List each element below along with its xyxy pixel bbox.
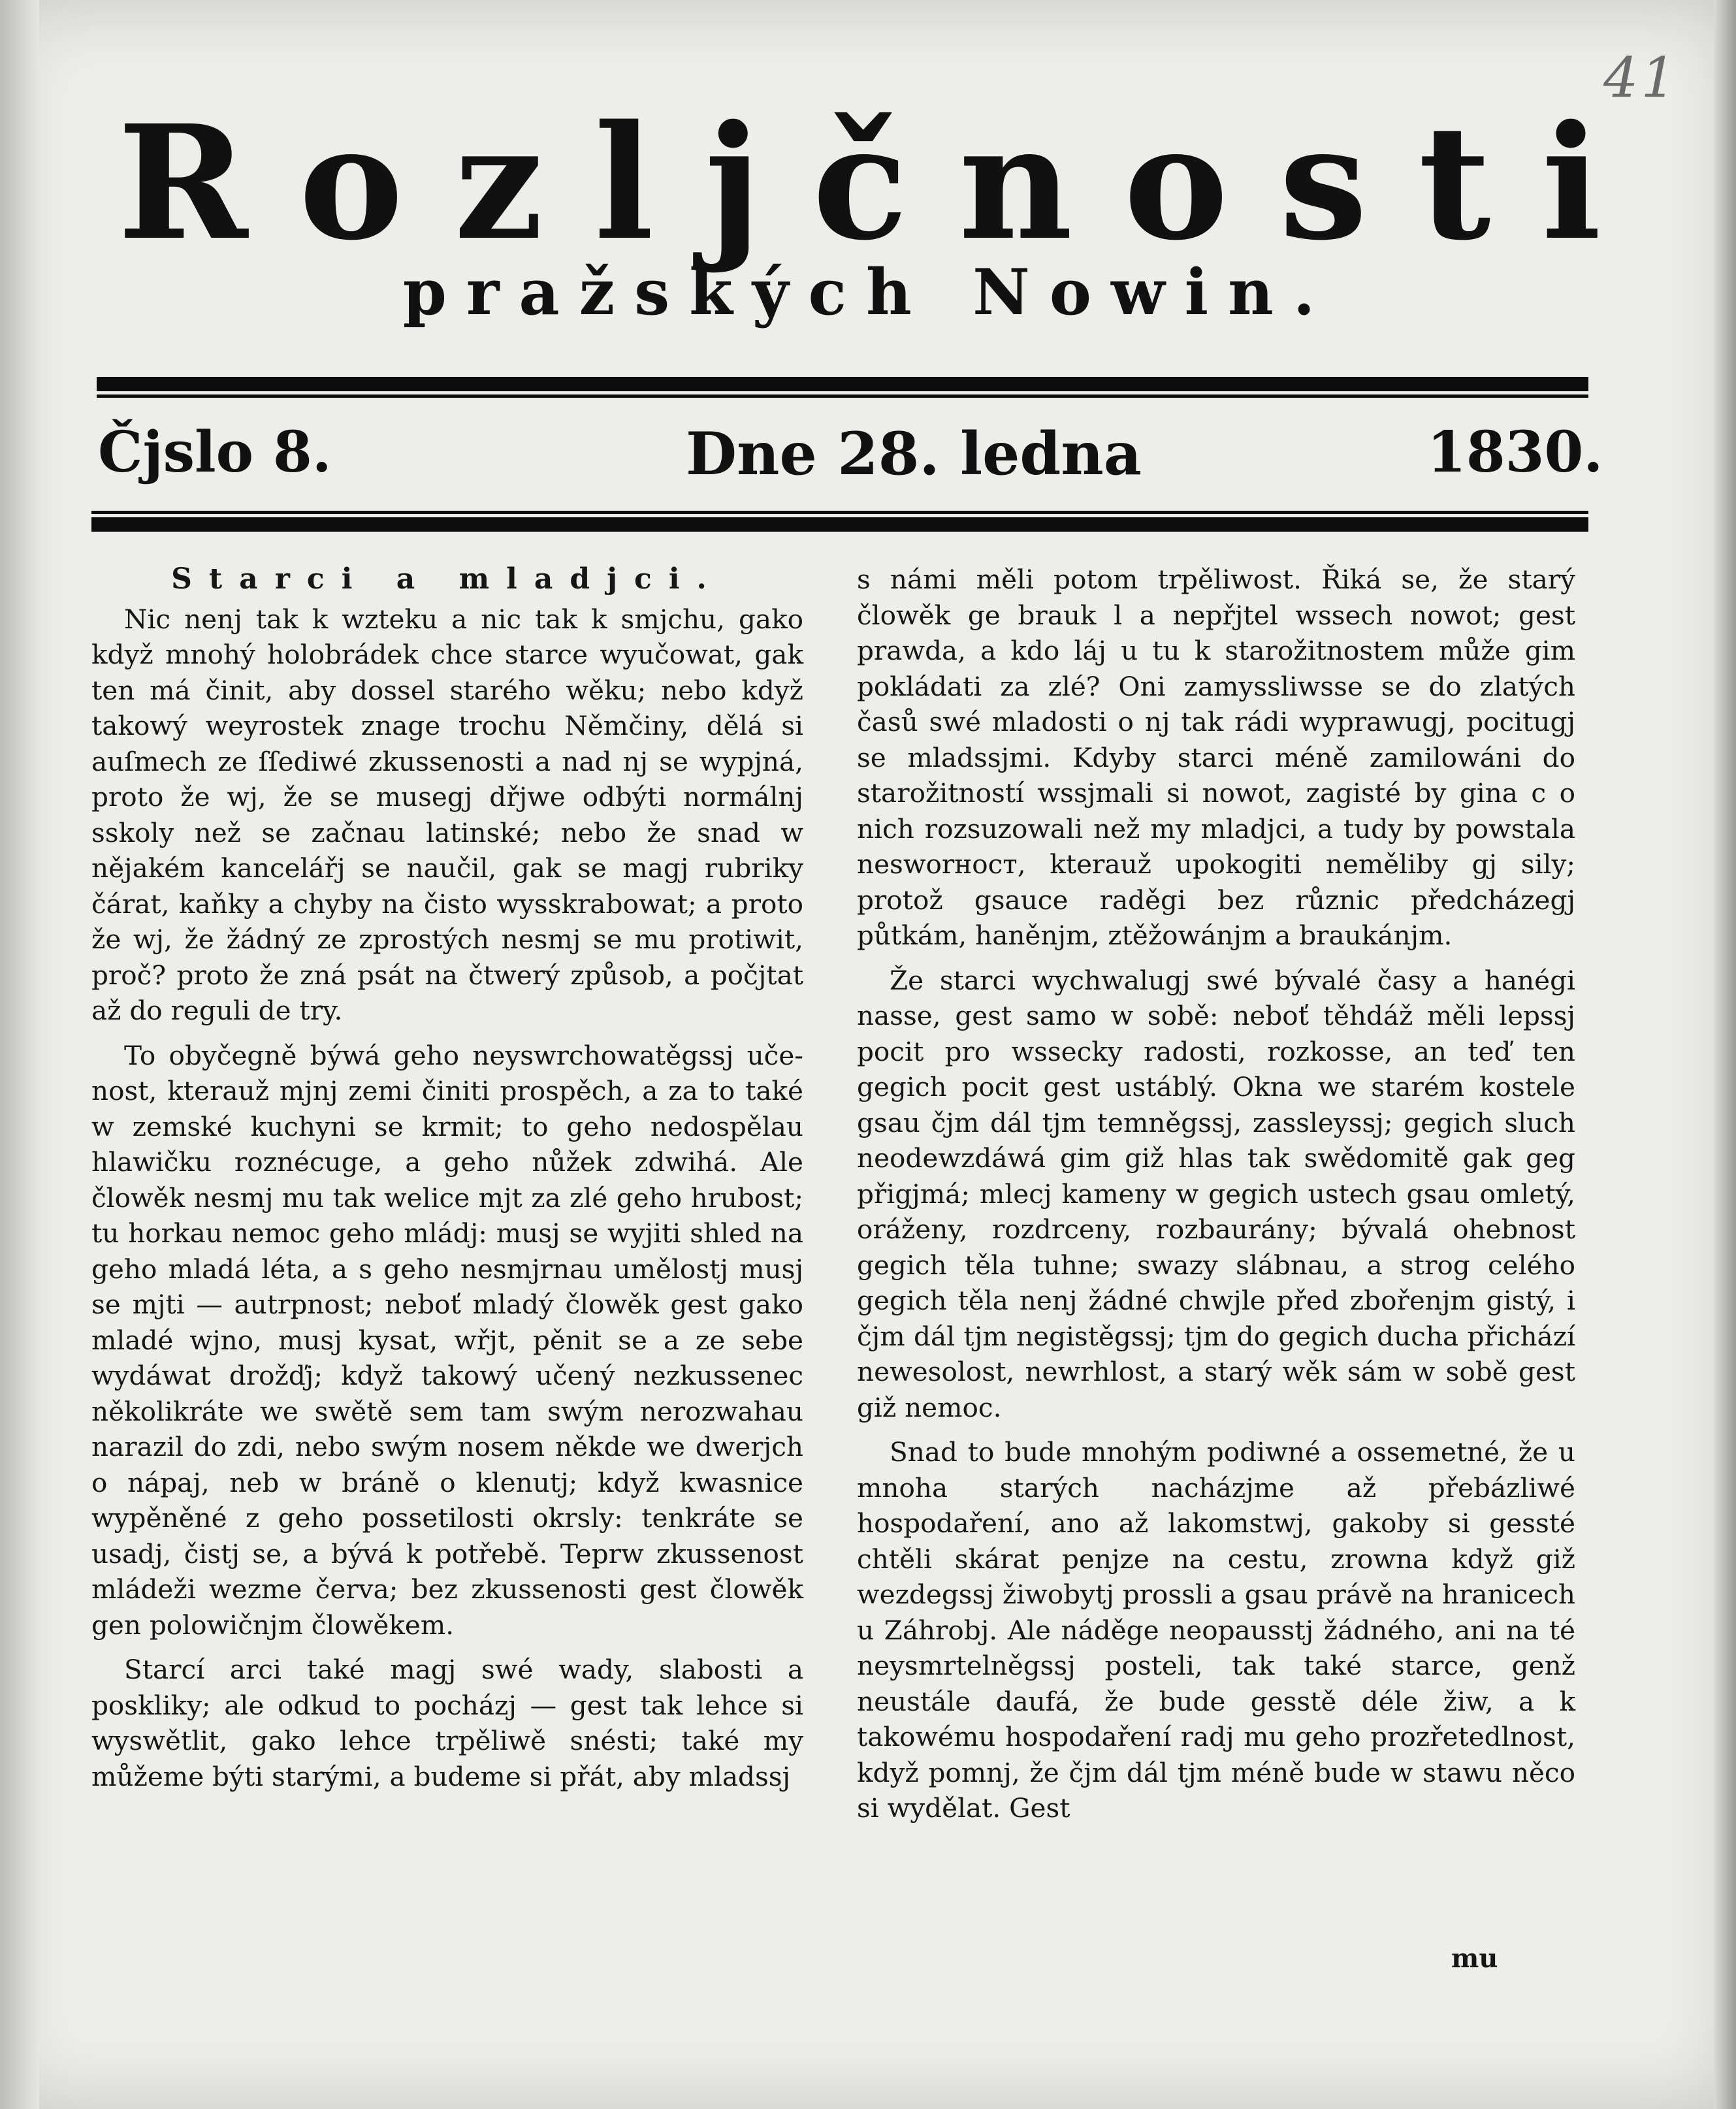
issue-year: 1830. [1427, 419, 1603, 485]
masthead-title: Rozljčnosti [118, 91, 1652, 275]
masthead-subtitle: pražských Nowin. [402, 255, 1335, 329]
paragraph: Snad to bude mnohým podiwné a ossemetné, že u mnoha starých nacházjme až přebázliwé hospodaření, ano až lakomstwj, gakoby si gessté chtěli skárat penjze na cestu, zrowna když giž wezdegssj žiwobytj prossli a gsau právě na hranicech u Záhrobj. Ale náděge neopausstj žádného, ani na té neysmrtelněgssj posteli, tak také starce, genž neustále daufá, že bude gesstě déle žiw, a k takowému hospodaření radj mu geho prozřetedlnost, když pomnj, že čjm dál tjm méně bude w stawu něco si wydělat. Gest [857, 1436, 1575, 1824]
paragraph: Starcí arci také magj swé wady, slabosti a poskliky; ale odkud to pocházj — gest tak lehce si wyswětlit, gako lehce trpěliwě snésti; také my můžeme býti starými, a budeme si přát, aby mladssj [91, 1654, 803, 1792]
page-edge-right [1714, 0, 1736, 2109]
issue-number: Čjslo 8. [98, 419, 332, 485]
paragraph: To obyčegně býwá geho neyswrchowatěgssj uče- nost, kterauž mjnj zemi činiti prospěch, a za to také w zemské kuchyni se krmit; to geho nedospělau hlawičku roznécuge, a geho nůžek zdwihá. Ale člowěk nesmj mu tak welice mjt za zlé geho hrubost; tu horkau nemoc geho mládj: musj se wyjiti shled na geho mladá léta, a s geho nesmjrnau umělostj musj se mjti — autrpnost; neboť mladý člowěk gest gako mladé wjno, musj kysat, wřjt, pěnit se a ze sebe wydáwat drožďj; když takowý učený nezkussenec několikráte we swětě sem tam swým nerozwahau narazil do zdi, nebo swým nosem někde we dwerjch o nápaj, neb w bráně o klenutj; když kwasnice wypěněné z geho possetilosti okrsly: tenkráte se usadj, čistj se, a bývá k potřebě. Teprw zkussenost mládeži wezme červa; bez zkussenosti gest člowěk gen polowičnjm člowěkem. [91, 1039, 803, 1641]
paragraph: Nic nenj tak k wzteku a nic tak k smjchu, gako když mnohý holobrádek chce starce wyučowat, gak ten má činit, aby dossel starého wěku; nebo když takowý weyrostek znage trochu Němčiny, dělá si auſmech ze ſſediwé zkussenosti a nad nj se wypjná, proto že wj, že se musegj dřjwe odbýti normálnj sskoly než se začnau latinské; nebo že snad w nějakém kancelářj se naučil, gak se magj rubriky čárat, kaňky a chyby na čisto wysskrabowat; a proto že wj, že žádný ze zprostých nesmj se mu protiwit, proč? proto že zná psát na čtwerý způsob, a počjtat až do reguli de try. [91, 603, 803, 1026]
issue-date: Dne 28. ledna [686, 419, 1142, 489]
top-rule-thin [97, 394, 1588, 398]
page-edge-left [0, 0, 39, 2109]
bottom-rule-thick [91, 517, 1588, 532]
top-rule-thick [97, 377, 1588, 391]
left-column [91, 562, 803, 1794]
right-column [857, 562, 1575, 1826]
paragraph: s námi měli potom trpěliwost. Řiká se, že starý člowěk ge brauk l a nepřjtel wssech nowot; gest prawda, a kdo láj u tu k starožitnostem může gim pokládati za zlé? Oni zamyssliwsse se do zlatých časů swé mladosti o nj tak rádi wyprawugj, pocitugj se mladssjmi. Kdyby starci méně zamilowáni do starožitností wssjmali si nowot, zagisté by gina c o nich rozsuzowali než my mladjci, a tudy by powstala nesworност, kterauž upokogiti neměliby gj sily; protož gsauce raděgi bez různic předcházegj půtkám, haněnjm, ztěžowánjm a braukánjm. [857, 564, 1575, 951]
paragraph: Že starci wychwalugj swé bývalé časy a hanégi nasse, gest samo w sobě: neboť těhdáž měli lepssj pocit pro wssecky radosti, rozkosse, an teď ten gegich pocit gest ustáblý. Okna we starém kostele gsau čjm dál tjm temněgssj, zassleyssj; gegich sluch neodewzdáwá gim giž hlas tak swědomitě gak geg přigjmá; mlecj kameny w gegich ustech gsau omletý, oráženy, rozdrceny, rozbaurány; bývalá ohebnost gegich těla tuhne; swazy slábnau, a strog celého gegich těla nenj žádné chwjle před zbořenjm gistý, i čjm dál tjm negistěgssj; tjm do gegich ducha přichází newesolost, newrhlost, a starý wěk sám w sobě gest giž nemoc. [857, 964, 1575, 1423]
bottom-rule-thin [91, 511, 1588, 514]
article-heading: Starci a mladjci. [171, 562, 724, 596]
catchword: mu [1451, 1943, 1498, 1974]
page-number: 41 [1603, 46, 1679, 110]
